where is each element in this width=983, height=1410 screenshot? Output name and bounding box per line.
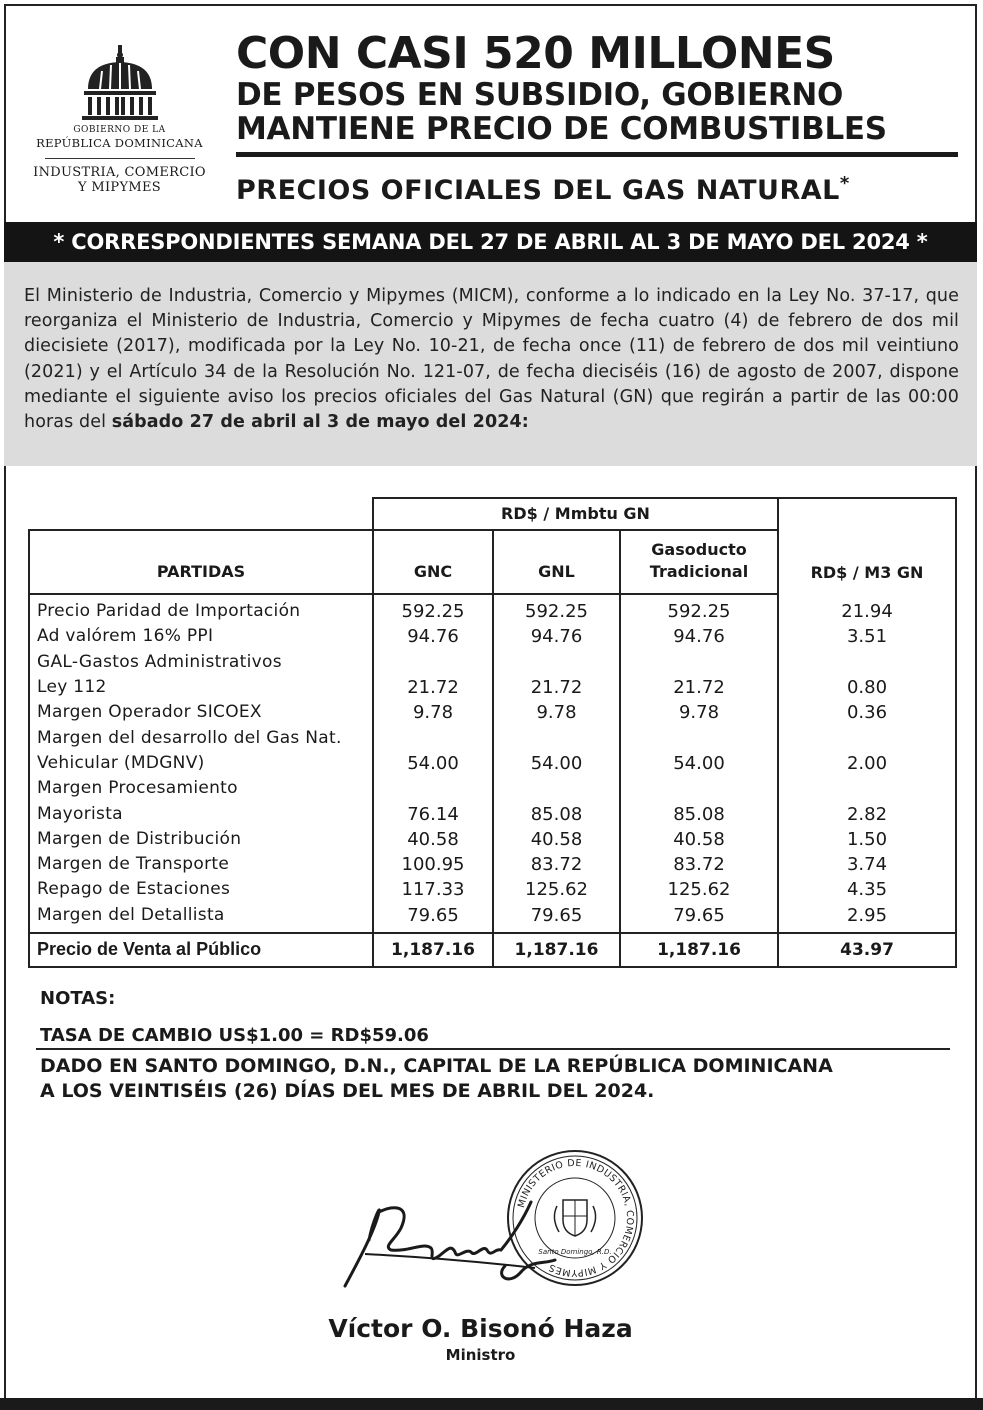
table-row bbox=[29, 675, 956, 700]
cell-gasoducto: 94.76 bbox=[620, 624, 778, 649]
table-row bbox=[29, 903, 956, 933]
table-row bbox=[29, 877, 956, 902]
signatory-name: Víctor O. Bisonó Haza bbox=[328, 1314, 633, 1343]
table-row bbox=[29, 700, 956, 725]
notes bbox=[40, 988, 429, 1052]
logo-gov-line1: GOBIERNO DE LA bbox=[73, 125, 166, 135]
cell-m3: 4.35 bbox=[778, 877, 956, 902]
header-m3-cell bbox=[778, 498, 956, 594]
row-label: Margen Operador SICOEX bbox=[29, 700, 373, 725]
logo-ministry-line1: INDUSTRIA, COMERCIO bbox=[33, 165, 206, 180]
cell-gnl: 592.25 bbox=[493, 594, 620, 624]
table-row bbox=[29, 776, 956, 801]
table-row bbox=[29, 594, 956, 624]
palace-dome-icon bbox=[80, 45, 160, 123]
cell-gnc: 54.00 bbox=[373, 751, 493, 776]
cell-m3: 3.51 bbox=[778, 624, 956, 649]
total-row bbox=[29, 933, 956, 967]
cell-gnc: 117.33 bbox=[373, 877, 493, 902]
total-gnl: 1,187.16 bbox=[493, 933, 620, 967]
cell-m3 bbox=[778, 650, 956, 675]
total-gnc: 1,187.16 bbox=[373, 933, 493, 967]
total-gasoducto: 1,187.16 bbox=[620, 933, 778, 967]
cell-gnl bbox=[493, 650, 620, 675]
cell-gasoducto: 40.58 bbox=[620, 827, 778, 852]
cell-gnc: 9.78 bbox=[373, 700, 493, 725]
given-line1: DADO EN SANTO DOMINGO, D.N., CAPITAL DE LA REPÚBLICA DOMINICANA bbox=[40, 1055, 833, 1077]
row-label: Vehicular (MDGNV) bbox=[29, 751, 373, 776]
cell-gnl: 94.76 bbox=[493, 624, 620, 649]
header-gnl: GNL bbox=[493, 530, 620, 594]
cell-gnl: 125.62 bbox=[493, 877, 620, 902]
cell-gnl: 85.08 bbox=[493, 801, 620, 826]
cell-gnc: 40.58 bbox=[373, 827, 493, 852]
cell-gnc bbox=[373, 725, 493, 750]
signatory-role: Ministro bbox=[445, 1346, 516, 1364]
cell-gasoducto: 125.62 bbox=[620, 877, 778, 902]
logo-divider bbox=[45, 158, 195, 159]
cell-gasoducto: 592.25 bbox=[620, 594, 778, 624]
signatory bbox=[0, 1314, 983, 1364]
notes-divider bbox=[36, 1048, 950, 1050]
cell-m3: 3.74 bbox=[778, 852, 956, 877]
cell-gnc: 94.76 bbox=[373, 624, 493, 649]
cell-gnc: 79.65 bbox=[373, 903, 493, 933]
header-partidas: PARTIDAS bbox=[29, 530, 373, 594]
intro-date: sábado 27 de abril al 3 de mayo del 2024: bbox=[111, 412, 529, 433]
row-label: Ad valórem 16% PPI bbox=[29, 624, 373, 649]
header-gasoducto-line2: Tradicional bbox=[649, 562, 749, 581]
week-banner: * CORRESPONDIENTES SEMANA DEL 27 DE ABRIL AL 3 DE MAYO DEL 2024 * bbox=[4, 222, 977, 262]
cell-gnl bbox=[493, 776, 620, 801]
given-statement bbox=[40, 1054, 833, 1104]
exchange-rate: TASA DE CAMBIO US$1.00 = RD$59.06 bbox=[40, 1025, 429, 1046]
subtitle bbox=[236, 167, 960, 208]
row-label: Precio Paridad de Importación bbox=[29, 594, 373, 624]
cell-gasoducto: 85.08 bbox=[620, 801, 778, 826]
cell-gasoducto: 54.00 bbox=[620, 751, 778, 776]
cell-gnl: 21.72 bbox=[493, 675, 620, 700]
cell-gnc: 21.72 bbox=[373, 675, 493, 700]
header-gasoducto-line1: Gasoducto bbox=[651, 540, 747, 559]
total-m3: 43.97 bbox=[778, 933, 956, 967]
cell-m3: 2.00 bbox=[778, 751, 956, 776]
cell-m3: 2.95 bbox=[778, 903, 956, 933]
cell-m3 bbox=[778, 725, 956, 750]
cell-gnl: 79.65 bbox=[493, 903, 620, 933]
logo-ministry-line2: Y MIPYMES bbox=[78, 180, 161, 195]
headline-rule bbox=[236, 152, 958, 157]
cell-gnl bbox=[493, 725, 620, 750]
headline-line3: MANTIENE PRECIO DE COMBUSTIBLES bbox=[236, 111, 887, 147]
row-label: Ley 112 bbox=[29, 675, 373, 700]
table-row bbox=[29, 650, 956, 675]
headline bbox=[236, 30, 960, 208]
cell-gnc: 592.25 bbox=[373, 594, 493, 624]
table-row bbox=[29, 751, 956, 776]
cell-m3: 1.50 bbox=[778, 827, 956, 852]
cell-m3 bbox=[778, 776, 956, 801]
cell-gnl: 54.00 bbox=[493, 751, 620, 776]
intro-text: El Ministerio de Industria, Comercio y Mipymes (MICM), conforme a lo indicado en la Ley No. 37-17, que reorganiza el Ministerio de Industria, Comercio y Mipymes de fecha cuatro (4) de febrero de dos mil diecisiete (2017), modificada por la Ley No. 10-21, de fecha once (11) de febrero de dos mil veintiuno (2021) y el Artículo 34 de la Resolución No. 121-07, de fecha dieciséis (16) de agosto de 2007, dispone mediante el siguiente aviso los precios oficiales del Gas Natural (GN) que regirán a partir de las 00:00 horas del bbox=[24, 286, 959, 433]
table-body bbox=[29, 594, 956, 933]
cell-gnc: 76.14 bbox=[373, 801, 493, 826]
cell-gasoducto: 9.78 bbox=[620, 700, 778, 725]
intro-box bbox=[4, 262, 977, 466]
cell-gasoducto: 83.72 bbox=[620, 852, 778, 877]
signature-icon bbox=[335, 1190, 565, 1300]
headline-line2: DE PESOS EN SUBSIDIO, GOBIERNO bbox=[236, 77, 844, 113]
cell-gnl: 40.58 bbox=[493, 827, 620, 852]
cell-gasoducto bbox=[620, 650, 778, 675]
given-line2: A LOS VEINTISÉIS (26) DÍAS DEL MES DE ABRIL DEL 2024. bbox=[40, 1080, 655, 1102]
table-row bbox=[29, 725, 956, 750]
row-label: Margen de Distribución bbox=[29, 827, 373, 852]
table-row bbox=[29, 624, 956, 649]
price-table bbox=[28, 497, 957, 968]
cell-gnc bbox=[373, 776, 493, 801]
cell-m3: 0.36 bbox=[778, 700, 956, 725]
intro-paragraph bbox=[24, 284, 959, 435]
subtitle-text: PRECIOS OFICIALES DEL GAS NATURAL bbox=[236, 175, 840, 206]
table-row bbox=[29, 827, 956, 852]
cell-gasoducto: 21.72 bbox=[620, 675, 778, 700]
cell-gnc: 100.95 bbox=[373, 852, 493, 877]
logo-gov-line2: REPÚBLICA DOMINICANA bbox=[36, 136, 203, 150]
row-label: Margen del desarrollo del Gas Nat. bbox=[29, 725, 373, 750]
cell-gnl: 9.78 bbox=[493, 700, 620, 725]
seal-city: Santo Domingo, R.D. bbox=[538, 1248, 612, 1256]
cell-gnc bbox=[373, 650, 493, 675]
table-row bbox=[29, 852, 956, 877]
row-label: GAL-Gastos Administrativos bbox=[29, 650, 373, 675]
total-label: Precio de Venta al Público bbox=[29, 933, 373, 967]
cell-gasoducto bbox=[620, 776, 778, 801]
government-logo bbox=[22, 45, 217, 195]
seal-ring-text: MINISTERIO DE INDUSTRIA, COMERCIO Y MIPYMES bbox=[516, 1157, 636, 1279]
cell-m3: 2.82 bbox=[778, 801, 956, 826]
header-m3: RD$ / M3 GN bbox=[810, 563, 924, 582]
row-label: Margen Procesamiento bbox=[29, 776, 373, 801]
row-label: Repago de Estaciones bbox=[29, 877, 373, 902]
table-row bbox=[29, 801, 956, 826]
cell-gasoducto bbox=[620, 725, 778, 750]
row-label: Mayorista bbox=[29, 801, 373, 826]
headline-line1: CON CASI 520 MILLONES bbox=[236, 28, 835, 79]
group-header: RD$ / Mmbtu GN bbox=[373, 498, 778, 530]
bottom-bar bbox=[0, 1398, 983, 1410]
row-label: Margen del Detallista bbox=[29, 903, 373, 933]
header-gasoducto bbox=[620, 530, 778, 594]
row-label: Margen de Transporte bbox=[29, 852, 373, 877]
cell-m3: 21.94 bbox=[778, 594, 956, 624]
header-gnc: GNC bbox=[373, 530, 493, 594]
cell-gasoducto: 79.65 bbox=[620, 903, 778, 933]
subtitle-asterisk: * bbox=[839, 173, 850, 194]
notes-title: NOTAS: bbox=[40, 988, 116, 1009]
cell-m3: 0.80 bbox=[778, 675, 956, 700]
cell-gnl: 83.72 bbox=[493, 852, 620, 877]
